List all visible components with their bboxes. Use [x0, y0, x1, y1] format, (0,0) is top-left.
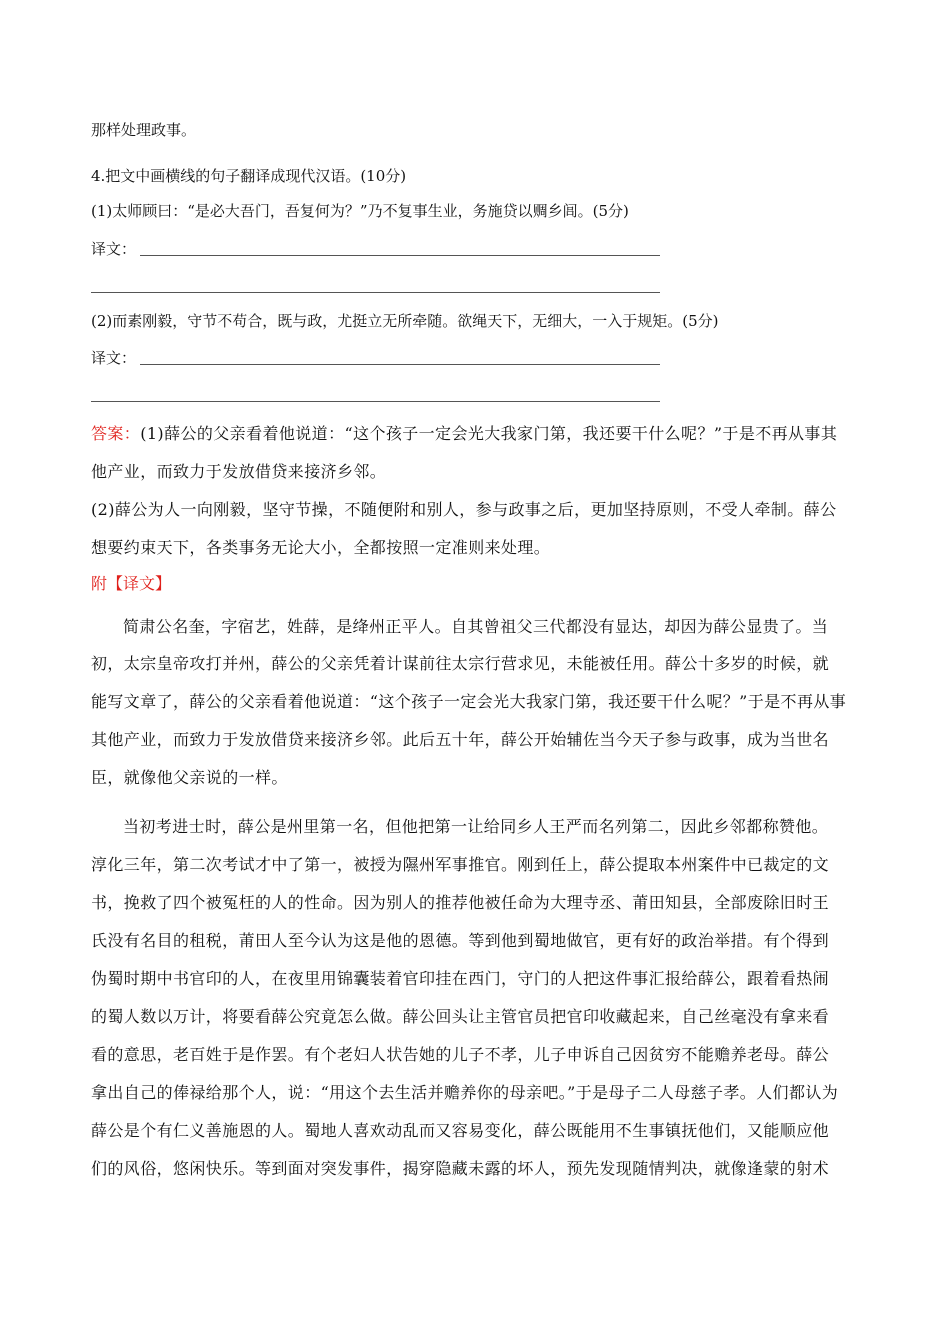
answer-rule [140, 255, 660, 256]
paragraph-line: 伪蜀时期中书官印的人，在夜里用锦囊装着官印挂在西门，守门的人把这件事汇报给薛公，跟着看热闹 [91, 969, 830, 988]
answer-line [91, 424, 859, 444]
paragraph-line: 们的风俗，悠闲快乐。等到面对突发事件，揭穿隐藏未露的坏人，预先发现随情判决，就像逢蒙的射术 [91, 1159, 830, 1178]
answer-rule [91, 401, 660, 402]
appendix-label: 附 [91, 574, 108, 593]
paragraph-line: 拿出自己的俸禄给那个人，说：“用这个去生活并赡养你的母亲吧。”于是母子二人母慈子孝。人们都认为 [91, 1083, 839, 1102]
paragraph-line: 看的意思，老百姓于是作罢。有个老妇人状告她的儿子不孝，儿子申诉自己因贫穷不能赡养老母。薛公 [91, 1045, 830, 1064]
paragraph-line: 简肃公名奎，字宿艺，姓薛，是绛州正平人。自其曾祖父三代都没有显达，却因为薛公显贵了。当 [123, 617, 829, 636]
question-item-2: (2)而素刚毅，守节不苟合，既与政，尤挺立无所牵随。欲绳天下，无细大，一入于规矩。(5分) [91, 312, 719, 330]
paragraph-line: 臣，就像他父亲说的一样。 [91, 768, 288, 787]
paragraph-line: 能写文章了，薛公的父亲看着他说道：“这个孩子一定会光大我家门第，我还要干什么呢？”于是不再从事 [91, 692, 847, 711]
answer-text: (1)薛公的父亲看着他说道：“这个孩子一定会光大我家门第，我还要干什么呢？”于是不再从事其 [140, 424, 838, 443]
answer-label: 答案： [91, 424, 141, 443]
paragraph-line: 当初考进士时，薛公是州里第一名，但他把第一让给同乡人王严而名列第二，因此乡邻都称赞他。 [123, 817, 829, 836]
answer-rule [140, 364, 660, 365]
paragraph-line: 淳化三年，第二次考试才中了第一，被授为隰州军事推官。刚到任上，薛公提取本州案件中已裁定的文 [91, 855, 830, 874]
paragraph-line: 书，挽救了四个被冤枉的人的性命。因为别人的推荐他被任命为大理寺丞、莆田知县，全部废除旧时王 [91, 893, 830, 912]
translation-title: 【译文】 [107, 574, 172, 593]
appendix-heading [91, 574, 171, 594]
translation-label: 译文： [91, 240, 137, 258]
answer-line: 他产业，而致力于发放借贷来接济乡邻。 [91, 462, 387, 481]
answer-line: (2)薛公为人一向刚毅，坚守节操，不随便附和别人，参与政事之后，更加坚持原则，不受人牵制。薛公 [91, 500, 837, 519]
paragraph-line: 初，太宗皇帝攻打并州，薛公的父亲凭着计谋前往太宗行营求见，未能被任用。薛公十多岁的时候，就 [91, 654, 830, 673]
question-heading: 4.把文中画横线的句子翻译成现代汉语。(10分) [91, 167, 407, 185]
paragraph-line: 薛公是个有仁义善施恩的人。蜀地人喜欢动乱而又容易变化，薛公既能用不生事镇抚他们，又能顺应他 [91, 1121, 830, 1140]
paragraph-line: 的蜀人数以万计，将要看薛公究竟怎么做。薛公回头让主管官员把官印收藏起来，自己丝毫没有拿来看 [91, 1007, 830, 1026]
text-line: 那样处理政事。 [91, 121, 197, 139]
answer-line: 想要约束天下，各类事务无论大小，全都按照一定准则来处理。 [91, 538, 551, 557]
paragraph-line: 其他产业，而致力于发放借贷来接济乡邻。此后五十年，薛公开始辅佐当今天子参与政事，成为当世名 [91, 730, 830, 749]
paragraph-line: 氏没有名目的租税，莆田人至今认为这是他的恩德。等到他到蜀地做官，更有好的政治举措。有个得到 [91, 931, 830, 950]
translation-label: 译文： [91, 349, 137, 367]
answer-rule [91, 292, 660, 293]
question-item-1: (1)太师顾曰：“是必大吾门，吾复何为？”乃不复事生业，务施贷以赒乡闾。(5分) [91, 202, 629, 220]
